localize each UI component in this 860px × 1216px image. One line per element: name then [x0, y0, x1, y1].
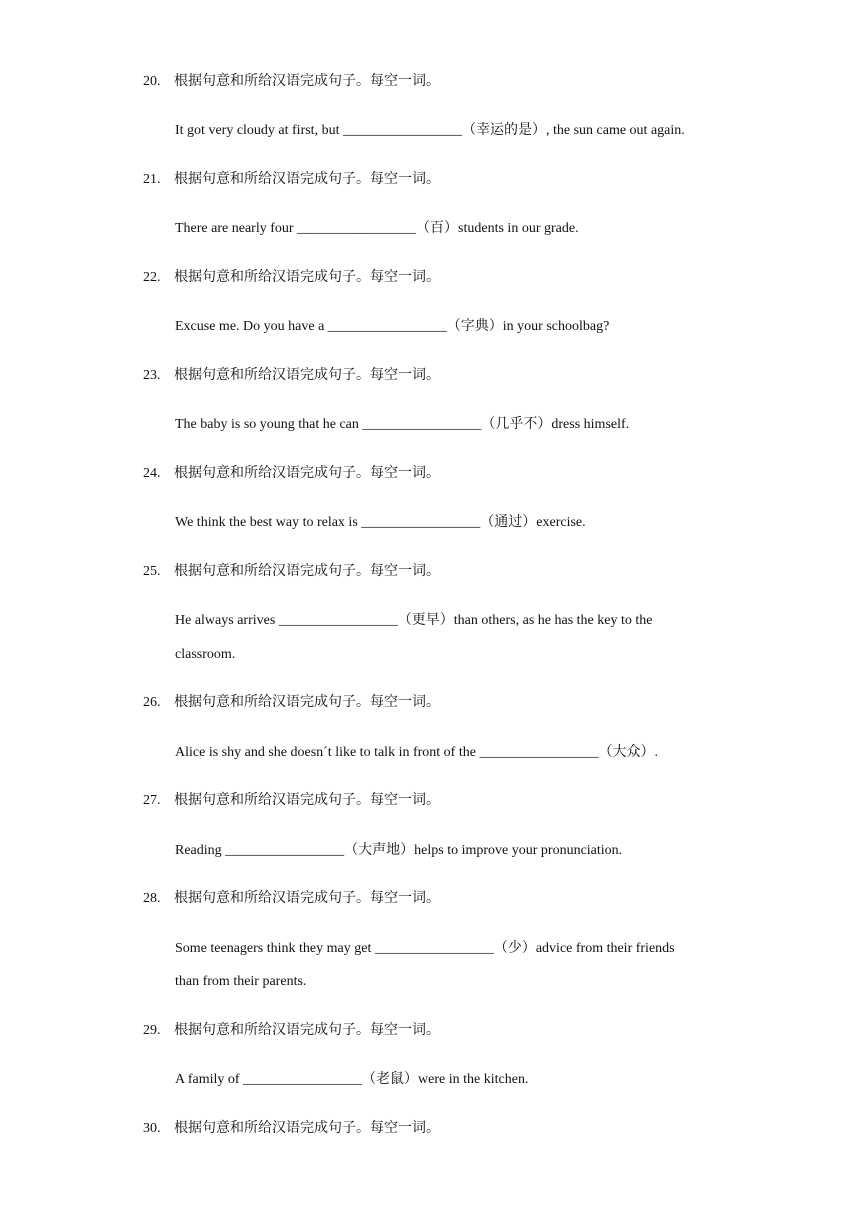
question-26-heading — [143, 693, 440, 713]
question-28-heading — [143, 889, 440, 909]
question-number: 28. — [143, 891, 161, 906]
question-30-heading — [143, 1119, 440, 1139]
question-instruction: 根据句意和所给汉语完成句子。每空一词。 — [174, 1121, 440, 1136]
question-number: 23. — [143, 368, 161, 383]
question-instruction: 根据句意和所给汉语完成句子。每空一词。 — [174, 695, 440, 710]
question-21-heading — [143, 170, 440, 190]
question-number: 29. — [143, 1023, 161, 1038]
question-instruction: 根据句意和所给汉语完成句子。每空一词。 — [174, 891, 440, 906]
question-instruction: 根据句意和所给汉语完成句子。每空一词。 — [174, 793, 440, 808]
question-instruction: 根据句意和所给汉语完成句子。每空一词。 — [174, 74, 440, 89]
question-number: 27. — [143, 793, 161, 808]
question-26-sentence: Alice is shy and she doesn´t like to talk in front of the _________________（大众）. — [175, 745, 658, 760]
question-number: 26. — [143, 695, 161, 710]
question-instruction: 根据句意和所给汉语完成句子。每空一词。 — [174, 270, 440, 285]
question-23-sentence: The baby is so young that he can _________________（几乎不）dress himself. — [175, 417, 630, 432]
question-number: 20. — [143, 74, 161, 89]
question-instruction: 根据句意和所给汉语完成句子。每空一词。 — [174, 466, 440, 481]
question-25-sentence: He always arrives _________________（更早）than others, as he has the key to the — [175, 613, 653, 628]
question-27-heading — [143, 791, 440, 811]
question-29-heading — [143, 1021, 440, 1041]
question-instruction: 根据句意和所给汉语完成句子。每空一词。 — [174, 172, 440, 187]
question-23-heading — [143, 366, 440, 386]
question-27-sentence: Reading _________________（大声地）helps to improve your pronunciation. — [175, 843, 623, 858]
question-25-sentence-cont: classroom. — [175, 647, 236, 662]
question-28-sentence-cont: than from their parents. — [175, 974, 307, 989]
question-29-sentence: A family of _________________（老鼠）were in the kitchen. — [175, 1072, 529, 1087]
question-number: 25. — [143, 564, 161, 579]
question-number: 24. — [143, 466, 161, 481]
question-24-sentence: We think the best way to relax is _________________（通过）exercise. — [175, 515, 586, 530]
question-instruction: 根据句意和所给汉语完成句子。每空一词。 — [174, 368, 440, 383]
question-22-sentence: Excuse me. Do you have a _________________（字典）in your schoolbag? — [175, 319, 610, 334]
question-28-sentence: Some teenagers think they may get _________________（少）advice from their friends — [175, 941, 675, 956]
question-instruction: 根据句意和所给汉语完成句子。每空一词。 — [174, 1023, 440, 1038]
question-number: 21. — [143, 172, 161, 187]
question-instruction: 根据句意和所给汉语完成句子。每空一词。 — [174, 564, 440, 579]
question-20-heading — [143, 72, 440, 92]
question-number: 30. — [143, 1121, 161, 1136]
question-number: 22. — [143, 270, 161, 285]
question-21-sentence: There are nearly four _________________（百）students in our grade. — [175, 221, 579, 236]
question-20-sentence: It got very cloudy at first, but _________________（幸运的是）, the sun came out again. — [175, 123, 685, 138]
question-24-heading — [143, 464, 440, 484]
question-25-heading — [143, 562, 440, 582]
question-22-heading — [143, 268, 440, 288]
